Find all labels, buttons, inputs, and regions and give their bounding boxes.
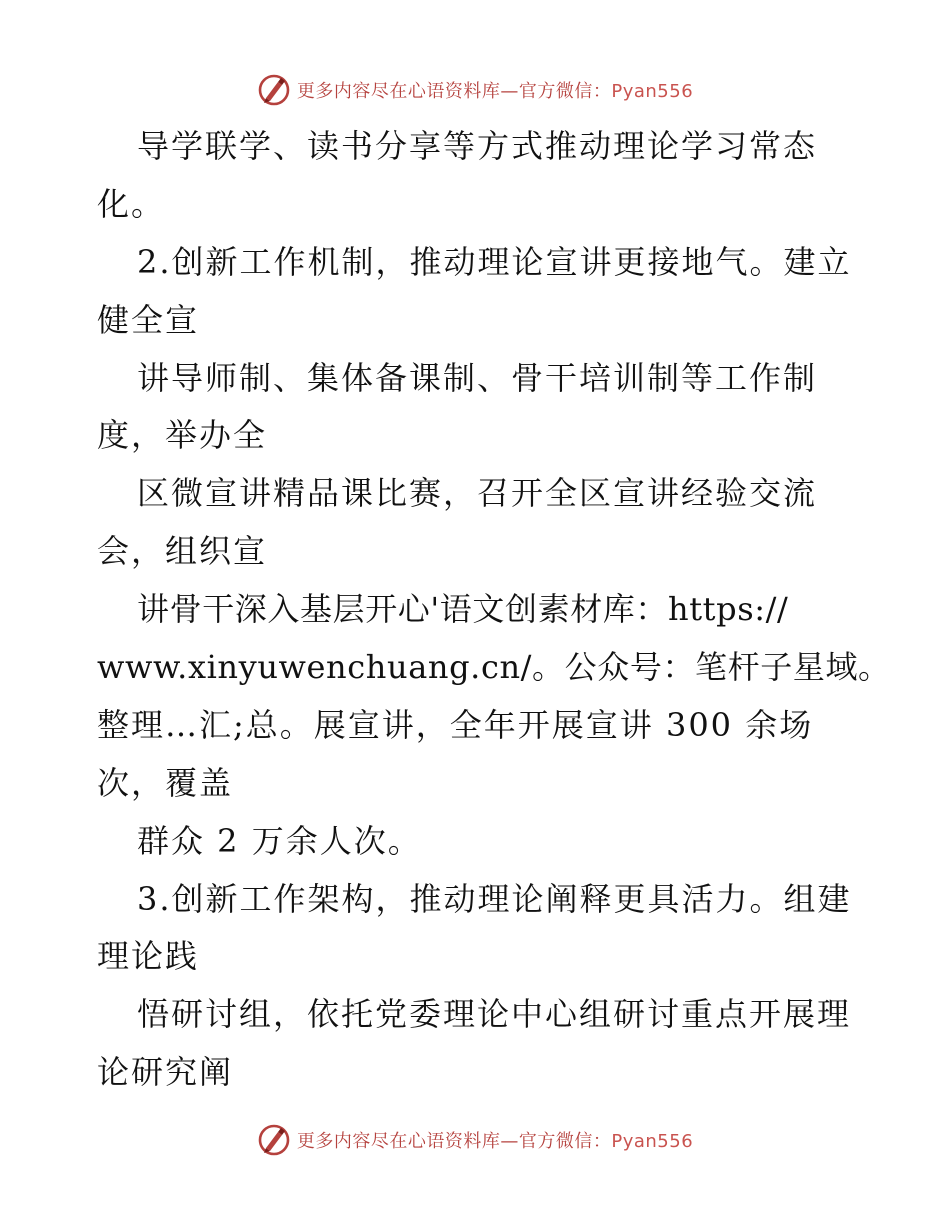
text-line: 化。 [97, 184, 166, 223]
text-line: 悟研讨组，依托党委理论中心组研讨重点开展理 [137, 995, 852, 1034]
header-banner [0, 70, 950, 110]
text-line: 3.创新工作架构，推动理论阐释更具活力。组建 [137, 879, 852, 918]
text-line: 次，覆盖 [97, 763, 234, 802]
pen-logo-icon [257, 73, 291, 107]
footer-banner [0, 1120, 950, 1160]
text-line: 导学联学、读书分享等方式推动理论学习常态 [137, 127, 818, 165]
pen-logo-icon [257, 1123, 291, 1157]
text-line: 健全宣 [97, 300, 200, 339]
text-line: 整理…汇;总。展宣讲，全年开展宣讲 300 余场 [97, 705, 814, 744]
text-line: 会，组织宣 [97, 532, 268, 571]
header-banner-text: 更多内容尽在心语资料库—官方微信：Pyan556 [296, 81, 694, 102]
document-body [97, 118, 891, 1102]
text-line: 讲导师制、集体备课制、骨干培训制等工作制 [137, 358, 818, 397]
text-line: 讲骨干深入基层开心'语文创素材库：https:// [137, 590, 789, 629]
text-line: 群众 2 万余人次。 [137, 821, 422, 860]
text-line: 理论践 [97, 937, 200, 976]
text-line: www.xinyuwenchuang.cn/。公众号：笔杆子星域。 [97, 648, 891, 687]
text-line: 度，举办全 [97, 416, 268, 455]
text-line: 2.创新工作机制，推动理论宣讲更接地气。建立 [137, 242, 852, 281]
text-line: 论研究阐 [97, 1053, 234, 1092]
text-line: 区微宣讲精品课比赛，召开全区宣讲经验交流 [137, 474, 818, 513]
footer-banner-text: 更多内容尽在心语资料库—官方微信：Pyan556 [296, 1131, 694, 1152]
